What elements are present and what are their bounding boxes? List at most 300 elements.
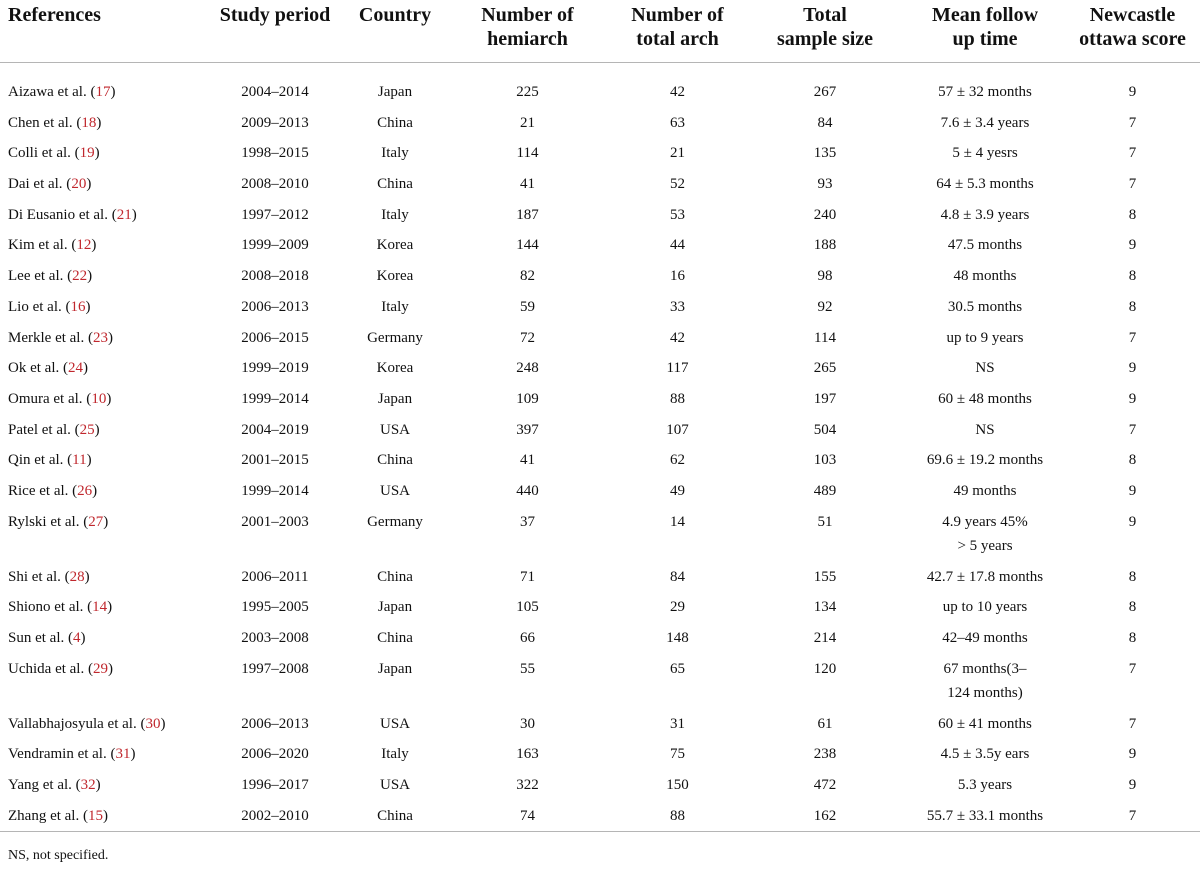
table-row [0, 108, 1200, 139]
sample-size-cell: 51 [817, 513, 833, 530]
author-text: Vendramin et al. ( [8, 746, 116, 763]
sample-size-cell: 267 [813, 84, 837, 100]
sample-size-cell: 489 [813, 482, 837, 499]
reference-cell [0, 230, 205, 261]
total-arch-cell: 65 [670, 660, 685, 677]
follow-up-line: 48 months [953, 268, 1017, 285]
study-period-cell: 1995–2005 [241, 599, 309, 616]
citation-close-paren: ) [131, 206, 137, 223]
total-arch-cell: 16 [670, 268, 685, 285]
follow-up-cell [905, 292, 1065, 323]
follow-up-line: NS [975, 421, 995, 438]
reference-cell [0, 261, 205, 292]
table-row [0, 592, 1200, 623]
citation-close-paren: ) [106, 390, 112, 407]
reference-cell [0, 353, 205, 384]
total-arch-cell: 88 [670, 390, 685, 407]
country-cell: Italy [381, 746, 409, 763]
citation-close-paren: ) [86, 176, 92, 193]
follow-up-cell [905, 169, 1065, 200]
sample-size-cell: 197 [813, 390, 837, 407]
hemiarch-cell: 440 [516, 482, 539, 499]
hemiarch-cell: 144 [516, 237, 539, 254]
author-text: Patel et al. ( [8, 421, 80, 438]
column-header-line: Country [358, 4, 432, 26]
citation-link[interactable]: 4 [73, 630, 81, 646]
study-period-cell: 2001–2003 [241, 513, 309, 530]
citation-close-paren: ) [80, 630, 86, 646]
column-header-line: Mean follow [931, 4, 1039, 26]
column-header-country [345, 0, 445, 62]
study-period-cell: 1999–2009 [241, 237, 309, 254]
table-row [0, 138, 1200, 169]
total-arch-cell: 42 [670, 84, 685, 100]
score-cell: 7 [1128, 114, 1137, 131]
citation-link[interactable]: 10 [91, 390, 107, 407]
sample-size-cell: 472 [813, 777, 837, 794]
table-row [0, 476, 1200, 507]
follow-up-line: 30.5 months [947, 298, 1023, 315]
table-header [0, 0, 1200, 62]
reference-cell [0, 169, 205, 200]
country-cell: China [377, 114, 413, 131]
study-period-cell: 2008–2018 [241, 268, 309, 285]
author-text: Shiono et al. ( [8, 599, 93, 616]
citation-close-paren: ) [103, 513, 109, 530]
author-text: Rice et al. ( [8, 482, 78, 499]
citation-link[interactable]: 25 [79, 421, 95, 438]
table-row [0, 169, 1200, 200]
citation-close-paren: ) [110, 84, 116, 100]
author-text: Uchida et al. ( [8, 660, 93, 677]
follow-up-line: 5 ± 4 yesrs [952, 145, 1018, 162]
sample-size-cell: 114 [814, 329, 836, 346]
score-cell: 9 [1128, 84, 1137, 100]
author-text: Merkle et al. ( [8, 329, 93, 346]
score-cell: 7 [1128, 176, 1137, 193]
citation-link[interactable]: 15 [87, 807, 103, 824]
hemiarch-cell: 66 [520, 630, 535, 646]
country-cell: China [377, 568, 413, 585]
author-text: Lio et al. ( [8, 298, 71, 315]
citation-close-paren: ) [107, 329, 113, 346]
column-header-line: total arch [636, 28, 719, 50]
citation-link[interactable]: 32 [80, 777, 96, 794]
follow-up-line: 69.6 ± 19.2 months [926, 452, 1044, 469]
citation-link[interactable]: 24 [67, 360, 83, 377]
follow-up-cell [905, 592, 1065, 623]
author-text: Yang et al. ( [8, 777, 81, 794]
citation-close-paren: ) [85, 298, 91, 315]
citation-close-paren: ) [94, 145, 100, 162]
follow-up-line: 7.6 ± 3.4 years [940, 114, 1030, 131]
hemiarch-cell: 187 [516, 206, 539, 223]
score-cell: 7 [1128, 145, 1137, 162]
study-period-cell: 2006–2013 [241, 715, 309, 732]
hemiarch-cell: 72 [520, 329, 535, 346]
hemiarch-cell: 59 [520, 298, 535, 315]
hemiarch-cell: 322 [516, 777, 539, 794]
country-cell: USA [379, 715, 410, 732]
total-arch-cell: 53 [670, 206, 685, 223]
column-header-study-period [205, 0, 345, 62]
study-period-cell: 2006–2013 [241, 298, 309, 315]
score-cell: 9 [1128, 360, 1137, 377]
country-cell: Japan [377, 599, 413, 616]
table-row [0, 415, 1200, 446]
total-arch-cell: 21 [670, 145, 685, 162]
follow-up-cell [905, 739, 1065, 770]
follow-up-cell [905, 709, 1065, 740]
follow-up-line: 42–49 months [942, 630, 1028, 646]
reference-cell [0, 801, 205, 832]
sample-size-cell: 61 [817, 715, 833, 732]
citation-close-paren: ) [102, 807, 108, 824]
follow-up-line: 42.7 ± 17.8 months [926, 568, 1044, 585]
citation-link[interactable]: 11 [72, 452, 87, 469]
table-body [0, 62, 1200, 831]
country-cell: China [377, 630, 413, 646]
country-cell: Korea [376, 237, 414, 254]
hemiarch-cell: 55 [520, 660, 535, 677]
table-row [0, 709, 1200, 740]
hemiarch-cell: 21 [520, 114, 535, 131]
citation-link[interactable]: 31 [115, 746, 131, 763]
country-cell: Japan [377, 660, 413, 677]
column-header-references [0, 0, 205, 62]
total-arch-cell: 49 [670, 482, 685, 499]
citation-link[interactable]: 18 [81, 114, 97, 131]
column-header-line: Number of [481, 4, 574, 26]
sample-size-cell: 103 [813, 452, 837, 469]
author-text: Chen et al. ( [8, 114, 82, 131]
score-cell: 8 [1128, 452, 1137, 469]
reference-cell [0, 592, 205, 623]
score-cell: 7 [1128, 807, 1137, 824]
author-text: Aizawa et al. ( [8, 84, 96, 100]
country-cell: USA [379, 482, 410, 499]
score-cell: 9 [1128, 513, 1137, 530]
reference-cell [0, 384, 205, 415]
total-arch-cell: 44 [670, 237, 685, 254]
sample-size-cell: 134 [813, 599, 837, 616]
score-cell: 7 [1128, 715, 1137, 732]
citation-link[interactable]: 12 [76, 237, 92, 254]
study-period-cell: 2004–2014 [241, 84, 309, 100]
table-row [0, 739, 1200, 770]
study-period-cell: 1996–2017 [241, 777, 309, 794]
score-cell: 8 [1128, 599, 1137, 616]
follow-up-cell [905, 108, 1065, 139]
hemiarch-cell: 41 [520, 176, 535, 193]
total-arch-cell: 29 [670, 599, 685, 616]
sample-size-cell: 162 [813, 807, 837, 824]
table-row [0, 353, 1200, 384]
table-row [0, 200, 1200, 231]
country-cell: Italy [381, 145, 409, 162]
reference-cell [0, 507, 205, 562]
country-cell: China [377, 452, 413, 469]
column-header-total-arch-count [610, 0, 745, 62]
table-row [0, 323, 1200, 354]
hemiarch-cell: 397 [516, 421, 539, 438]
score-cell: 9 [1128, 237, 1137, 254]
country-cell: Germany [367, 513, 423, 530]
follow-up-cell [905, 230, 1065, 261]
total-arch-cell: 107 [666, 421, 689, 438]
citation-close-paren: ) [160, 715, 166, 732]
study-period-cell: 1997–2012 [241, 206, 309, 223]
sample-size-cell: 98 [817, 268, 833, 285]
citation-close-paren: ) [107, 660, 113, 677]
score-cell: 9 [1128, 390, 1137, 407]
follow-up-cell [905, 445, 1065, 476]
sample-size-cell: 120 [813, 660, 837, 677]
follow-up-cell [905, 200, 1065, 231]
citation-link[interactable]: 26 [77, 482, 93, 499]
study-period-cell: 1998–2015 [241, 145, 309, 162]
reference-cell [0, 200, 205, 231]
study-period-cell: 2006–2011 [241, 568, 309, 585]
table-row [0, 292, 1200, 323]
table-row [0, 261, 1200, 292]
follow-up-line: 67 months(3– [943, 660, 1027, 677]
follow-up-cell [905, 353, 1065, 384]
citation-close-paren: ) [96, 114, 102, 131]
reference-cell [0, 770, 205, 801]
follow-up-cell [905, 261, 1065, 292]
country-cell: China [377, 176, 413, 193]
reference-cell [0, 623, 205, 654]
study-period-cell: 1999–2019 [241, 360, 309, 377]
sample-size-cell: 238 [813, 746, 837, 763]
total-arch-cell: 84 [670, 568, 685, 585]
column-header-line: Number of [631, 4, 724, 26]
column-header-line: sample size [776, 28, 874, 50]
total-arch-cell: 150 [666, 777, 689, 794]
total-arch-cell: 63 [670, 114, 685, 131]
score-cell: 9 [1128, 777, 1137, 794]
study-period-cell: 2003–2008 [241, 630, 309, 646]
column-header-line: Study period [219, 4, 331, 26]
reference-cell [0, 445, 205, 476]
citation-link[interactable]: 30 [145, 715, 161, 732]
follow-up-cell [905, 562, 1065, 593]
total-arch-cell: 62 [670, 452, 685, 469]
follow-up-cell [905, 623, 1065, 654]
author-text: Ok et al. ( [8, 360, 68, 377]
reference-cell [0, 323, 205, 354]
country-cell: China [377, 807, 413, 824]
hemiarch-cell: 41 [520, 452, 535, 469]
sample-size-cell: 93 [817, 176, 833, 193]
citation-link[interactable]: 17 [95, 84, 111, 100]
country-cell: Korea [376, 268, 414, 285]
score-cell: 8 [1128, 298, 1137, 315]
follow-up-cell [905, 415, 1065, 446]
column-header-total-sample-size [745, 0, 905, 62]
author-text: Sun et al. ( [8, 630, 73, 646]
citation-close-paren: ) [86, 452, 92, 469]
follow-up-line: 57 ± 32 months [938, 84, 1032, 100]
author-text: Vallabhajosyula et al. ( [8, 715, 146, 732]
citation-close-paren: ) [130, 746, 136, 763]
table-row [0, 562, 1200, 593]
footnote: NS, not specified. [8, 848, 109, 863]
sample-size-cell: 188 [813, 237, 837, 254]
sample-size-cell: 240 [813, 206, 837, 223]
table-row [0, 77, 1200, 108]
reference-cell [0, 709, 205, 740]
reference-cell [0, 138, 205, 169]
country-cell: Italy [381, 206, 409, 223]
author-text: Rylski et al. ( [8, 513, 89, 530]
citation-link[interactable]: 19 [79, 145, 95, 162]
table-row [0, 623, 1200, 654]
citation-link[interactable]: 14 [92, 599, 108, 616]
total-arch-cell: 42 [670, 329, 685, 346]
total-arch-cell: 33 [670, 298, 685, 315]
hemiarch-cell: 225 [516, 84, 539, 100]
total-arch-cell: 75 [670, 746, 685, 763]
column-header-line: References [8, 4, 101, 26]
score-cell: 8 [1128, 568, 1137, 585]
follow-up-line: > 5 years [957, 537, 1013, 554]
follow-up-cell [905, 77, 1065, 108]
reference-cell [0, 292, 205, 323]
follow-up-cell [905, 323, 1065, 354]
country-cell: USA [379, 777, 410, 794]
column-header-hemiarch-count [445, 0, 610, 62]
reference-cell [0, 739, 205, 770]
column-header-line: ottawa score [1079, 28, 1186, 50]
score-cell: 9 [1128, 746, 1137, 763]
hemiarch-cell: 248 [516, 360, 539, 377]
sample-size-cell: 265 [813, 360, 837, 377]
country-cell: Japan [377, 390, 413, 407]
study-period-cell: 2008–2010 [241, 176, 309, 193]
total-arch-cell: 14 [670, 513, 685, 530]
follow-up-line: 4.5 ± 3.5y ears [940, 746, 1030, 763]
study-period-cell: 2009–2013 [241, 114, 309, 131]
country-cell: Japan [377, 84, 413, 100]
total-arch-cell: 52 [670, 176, 685, 193]
sample-size-cell: 504 [813, 421, 837, 438]
column-header-line: Total [803, 4, 847, 26]
column-header-line: hemiarch [487, 28, 568, 50]
follow-up-cell [905, 138, 1065, 169]
author-text: Di Eusanio et al. ( [8, 206, 117, 223]
sample-size-cell: 84 [817, 114, 833, 131]
citation-link[interactable]: 20 [71, 176, 87, 193]
study-period-cell: 1999–2014 [241, 390, 309, 407]
country-cell: Korea [376, 360, 414, 377]
citation-link[interactable]: 23 [92, 329, 108, 346]
citation-link[interactable]: 22 [72, 268, 88, 285]
spacer-row [0, 62, 1200, 77]
follow-up-cell [905, 654, 1065, 709]
follow-up-line: 4.9 years 45% [942, 513, 1028, 530]
follow-up-line: up to 9 years [946, 329, 1024, 346]
study-period-cell: 1997–2008 [241, 660, 309, 677]
score-cell: 9 [1128, 482, 1137, 499]
hemiarch-cell: 74 [520, 807, 535, 824]
citation-link[interactable]: 29 [92, 660, 108, 677]
table-row [0, 230, 1200, 261]
country-cell: Italy [381, 298, 409, 315]
sample-size-cell: 155 [813, 568, 837, 585]
follow-up-cell [905, 384, 1065, 415]
country-cell: Germany [367, 329, 423, 346]
citation-close-paren: ) [91, 237, 97, 254]
citation-close-paren: ) [82, 360, 88, 377]
follow-up-cell [905, 507, 1065, 562]
country-cell: USA [379, 421, 410, 438]
total-arch-cell: 31 [670, 715, 685, 732]
author-text: Kim et al. ( [8, 237, 77, 254]
reference-cell [0, 108, 205, 139]
table-row [0, 654, 1200, 709]
column-header-newcastle-ottawa-score [1065, 0, 1200, 62]
follow-up-cell [905, 770, 1065, 801]
sample-size-cell: 135 [813, 145, 837, 162]
hemiarch-cell: 82 [520, 268, 535, 285]
score-cell: 8 [1128, 630, 1137, 646]
citation-close-paren: ) [87, 268, 93, 285]
column-header-line: up time [952, 28, 1018, 50]
follow-up-line: 124 months) [947, 684, 1023, 701]
hemiarch-cell: 105 [516, 599, 539, 616]
sample-size-cell: 214 [813, 630, 837, 646]
citation-link[interactable]: 16 [70, 298, 86, 315]
author-text: Lee et al. ( [8, 268, 73, 285]
score-cell: 7 [1128, 421, 1137, 438]
follow-up-line: 4.8 ± 3.9 years [940, 206, 1030, 223]
total-arch-cell: 148 [666, 630, 689, 646]
reference-cell [0, 476, 205, 507]
citation-close-paren: ) [95, 777, 101, 794]
hemiarch-cell: 71 [520, 568, 535, 585]
follow-up-line: 60 ± 41 months [938, 715, 1032, 732]
table-row [0, 801, 1200, 832]
hemiarch-cell: 114 [516, 145, 539, 162]
author-text: Omura et al. ( [8, 390, 92, 407]
table-row [0, 507, 1200, 562]
study-period-cell: 1999–2014 [241, 482, 309, 499]
follow-up-line: 64 ± 5.3 months [936, 176, 1034, 193]
score-cell: 7 [1128, 660, 1137, 677]
table-row [0, 445, 1200, 476]
follow-up-line: 47.5 months [947, 237, 1023, 254]
study-period-cell: 2004–2019 [241, 421, 309, 438]
citation-link[interactable]: 27 [88, 513, 104, 530]
table-row [0, 770, 1200, 801]
author-text: Qin et al. ( [8, 452, 73, 469]
citation-close-paren: ) [94, 421, 100, 438]
follow-up-line: up to 10 years [942, 599, 1028, 616]
follow-up-cell [905, 476, 1065, 507]
citation-close-paren: ) [92, 482, 98, 499]
author-text: Zhang et al. ( [8, 807, 88, 824]
reference-cell [0, 654, 205, 709]
citation-link[interactable]: 21 [116, 206, 132, 223]
author-text: Colli et al. ( [8, 145, 80, 162]
author-text: Shi et al. ( [8, 568, 70, 585]
column-header-mean-follow-up [905, 0, 1065, 62]
citation-link[interactable]: 28 [69, 568, 85, 585]
hemiarch-cell: 37 [520, 513, 535, 530]
study-period-cell: 2006–2015 [241, 329, 309, 346]
